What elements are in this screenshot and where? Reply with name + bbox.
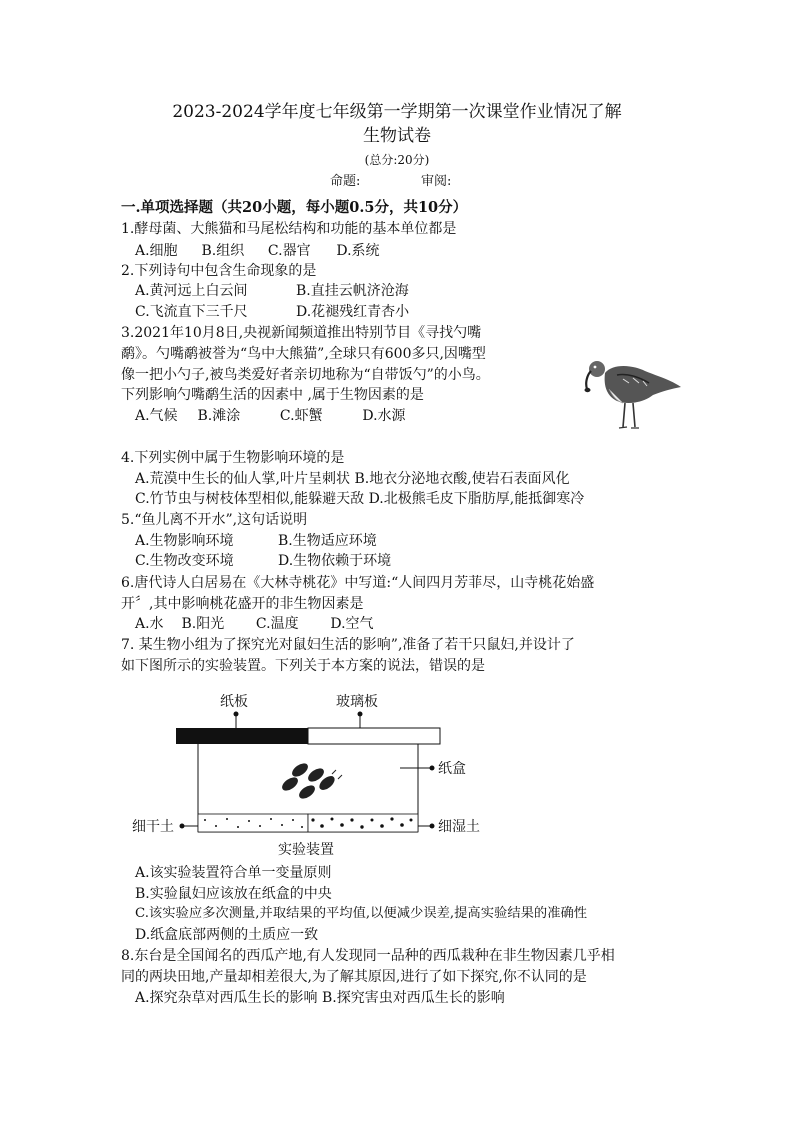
q6-option-b: B.阳光 xyxy=(181,616,225,632)
q7-option-d: D.纸盒底部两侧的土质应一致 xyxy=(135,927,319,943)
q5-option-a: A.生物影响环境 xyxy=(135,533,234,549)
q3-option-b: B.滩涂 xyxy=(197,408,241,424)
cardboard-cover xyxy=(176,728,308,744)
total-score: (总分:20分) xyxy=(364,153,430,167)
q6-option-c: C.温度 xyxy=(255,616,299,632)
q4-stem: 4.下列实例中属于生物影响环境的是 xyxy=(121,450,345,466)
q3-line4: 下列影响勺嘴鹬生活的因素中 ,属于生物因素的是 xyxy=(121,387,424,403)
q6-option-a: A.水 xyxy=(135,616,164,632)
q4-options-row2: C.竹节虫与树枝体型相似,能躲避天敌 D.北极熊毛皮下脂肪厚,能抵御寒冷 xyxy=(135,491,585,507)
label-wet-soil: 细湿土 xyxy=(438,819,480,835)
q2-option-b: B.直挂云帆济沧海 xyxy=(296,283,409,299)
sandpiper-illustration xyxy=(583,345,683,430)
q3-options xyxy=(135,406,406,426)
woodlice-group xyxy=(280,761,342,802)
q1-options xyxy=(135,241,380,261)
label-cardboard: 纸板 xyxy=(220,694,248,710)
label-dry-soil: 细干土 xyxy=(132,819,174,835)
q4-options-row1: A.荒漠中生长的仙人掌,叶片呈刺状 B.地衣分泌地衣酸,使岩石表面风化 xyxy=(135,471,570,487)
q7-option-b: B.实验鼠妇应该放在纸盒的中央 xyxy=(135,886,332,902)
dry-soil-layer xyxy=(198,814,308,832)
q3-line3: 像一把小勺子,被鸟类爱好者亲切地称为“自带饭勺”的小鸟。 xyxy=(121,367,490,383)
q2-option-c: C.飞流直下三千尺 xyxy=(135,304,248,320)
q3-option-a: A.气候 xyxy=(135,408,178,424)
q1-option-d: D.系统 xyxy=(336,243,380,259)
q1-option-b: B.组织 xyxy=(201,243,245,259)
q5-option-b: B.生物适应环境 xyxy=(278,533,377,549)
q7-option-c: C.该实验应多次测量,并取结果的平均值,以便减少误差,提高实验结果的准确性 xyxy=(135,906,588,921)
q2-option-a: A.黄河远上白云间 xyxy=(135,283,248,299)
q7-option-a: A.该实验装置符合单一变量原则 xyxy=(135,865,332,881)
q5-option-c: C.生物改变环境 xyxy=(135,553,234,569)
q6-option-d: D.空气 xyxy=(330,616,374,632)
q3-option-c: C.虾蟹 xyxy=(279,408,323,424)
q7-line2: 如下图所示的实验装置。下列关于本方案的说法，错误的是 xyxy=(121,658,485,674)
label-glass: 玻璃板 xyxy=(336,694,378,710)
section-heading: 一.单项选择题（共20小题，每小题0.5分，共10分） xyxy=(121,199,468,216)
reviewer-label: 审阅: xyxy=(421,174,452,189)
q2-option-d: D.花褪残红青杏小 xyxy=(296,304,410,320)
q3-option-d: D.水源 xyxy=(362,408,406,424)
q6-line2: 开〞,其中影响桃花盛开的非生物因素是 xyxy=(121,596,364,612)
setter-label: 命题: xyxy=(330,174,361,189)
q5-stem: 5.“鱼儿离不开水”,这句话说明 xyxy=(121,512,308,528)
figure-caption: 实验装置 xyxy=(278,842,334,858)
q1-option-c: C.器官 xyxy=(267,243,311,259)
q8-line2: 同的两块田地,产量却相差很大,为了解其原因,进行了如下探究,你不认同的是 xyxy=(121,969,587,985)
label-box: 纸盒 xyxy=(438,761,466,777)
q5-option-d: D.生物依赖于环境 xyxy=(278,553,392,569)
experiment-apparatus-figure xyxy=(120,680,500,860)
q3-line2: 鹬》。勺嘴鹬被誉为“鸟中大熊猫”,全球只有600多只,因嘴型 xyxy=(121,346,486,362)
exam-title-line2: 生物试卷 xyxy=(363,126,431,146)
glass-cover xyxy=(308,728,440,744)
q2-stem: 2.下列诗句中包含生命现象的是 xyxy=(121,263,317,279)
wet-soil-layer xyxy=(308,814,418,832)
q7-line1: 7. 某生物小组为了探究光对鼠妇生活的影响”,准备了若干只鼠妇,并设计了 xyxy=(121,637,575,653)
q6-line1: 6.唐代诗人白居易在《大林寺桃花》中写道:“人间四月芳菲尽，山寺桃花始盛 xyxy=(121,575,595,591)
q8-options-row1: A.探究杂草对西瓜生长的影响 B.探究害虫对西瓜生长的影响 xyxy=(135,990,505,1006)
exam-title-line1: 2023-2024学年度七年级第一学期第一次课堂作业情况了解 xyxy=(172,102,622,122)
q8-line1: 8.东台是全国闻名的西瓜产地,有人发现同一品种的西瓜栽种在非生物因素几乎相 xyxy=(121,948,615,964)
q1-option-a: A.细胞 xyxy=(135,243,178,259)
q6-options xyxy=(135,614,374,634)
q3-line1: 3.2021年10月8日,央视新闻频道推出特别节目《寻找勺嘴 xyxy=(121,325,482,341)
q1-stem: 1.酵母菌、大熊猫和马尾松结构和功能的基本单位都是 xyxy=(121,221,457,237)
